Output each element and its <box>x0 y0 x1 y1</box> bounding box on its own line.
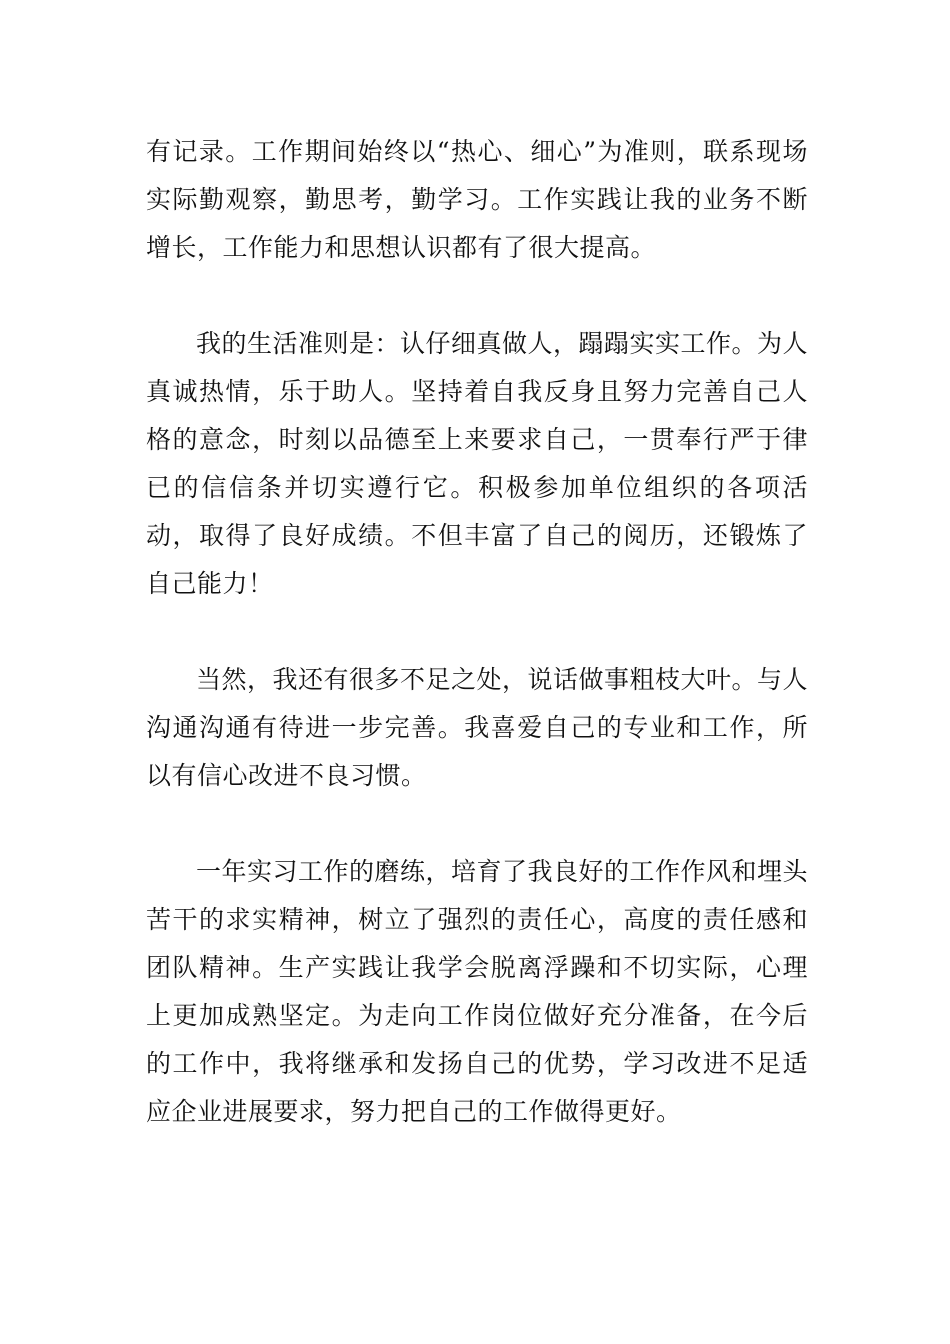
document-body <box>146 128 808 1184</box>
paragraph-life-principles: 我的生活准则是：认仔细真做人，蹋蹋实实工作。为人真诚热情，乐于助人。坚持着自我反身且努力完善自己人格的意念，时刻以品德至上来要求自己，一贯奉行严于律已的信信条并切实遵行它。积极参加单位组织的各项活动，取得了良好成绩。不但丰富了自己的阅历，还锻炼了自己能力！ <box>146 329 809 598</box>
paragraph-shortcomings: 当然，我还有很多不足之处，说话做事粗枝大叶。与人沟通沟通有待进一步完善。我喜爱自己的专业和工作，所以有信心改进不良习惯。 <box>146 665 809 790</box>
paragraph-continuation: 有记录。工作期间始终以“热心、细心”为准则，联系现场实际勤观察，勤思考，勤学习。工作实践让我的业务不断增长，工作能力和思想认识都有了很大提高。 <box>146 137 808 262</box>
paragraph-conclusion: 一年实习工作的磨练，培育了我良好的工作作风和埋头苦干的求实精神，树立了强烈的责任心，高度的责任感和团队精神。生产实践让我学会脱离浮躁和不切实际，心理上更加成熟坚定。为走向工作岗位做好充分准备，在今后的工作中，我将继承和发扬自己的优势，学习改进不足适应企业进展要求，努力把自己的工作做得更好。 <box>146 857 809 1126</box>
